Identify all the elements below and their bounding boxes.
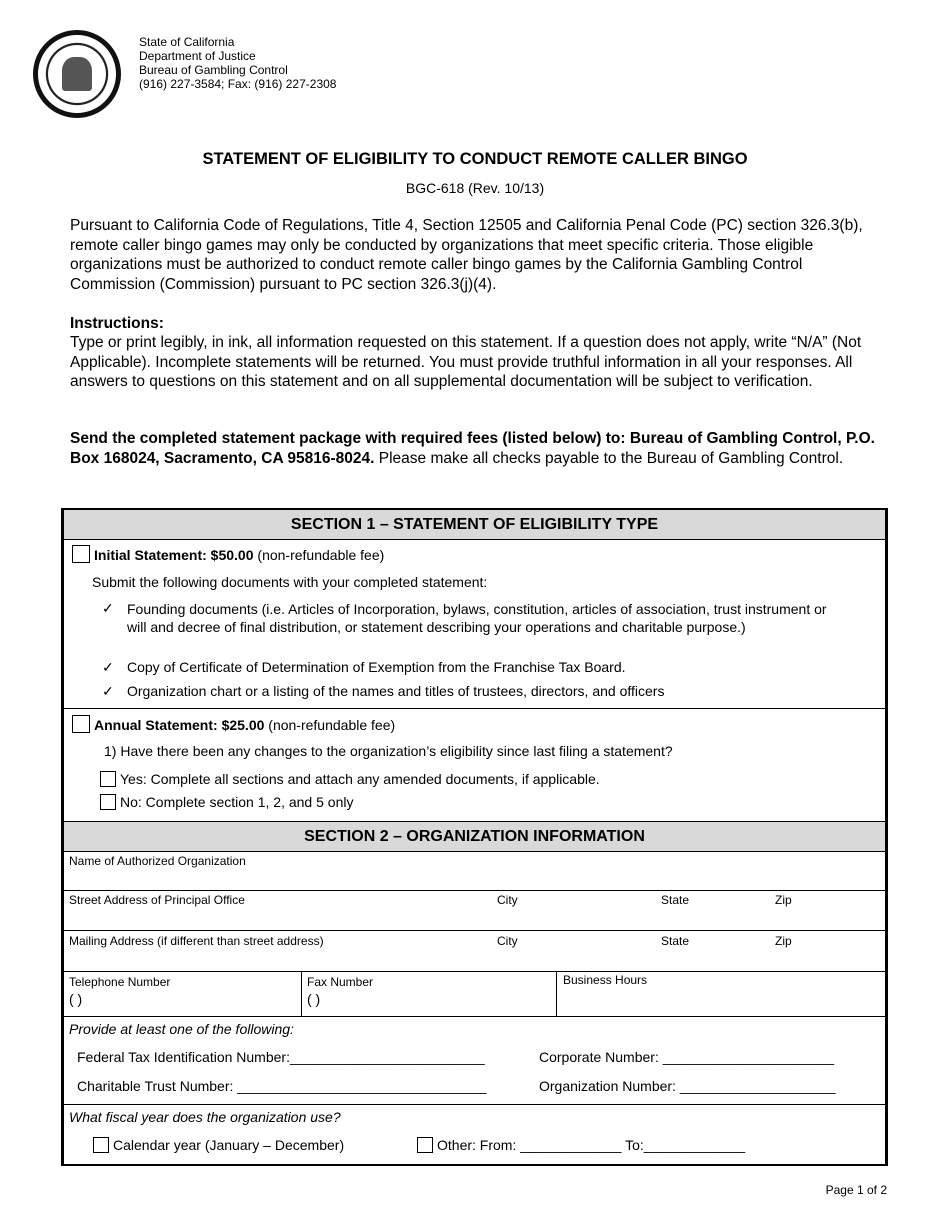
mailing-address-field[interactable]: Mailing Address (if different than street address) bbox=[69, 934, 324, 948]
page-title: STATEMENT OF ELIGIBILITY TO CONDUCT REMOTE CALLER BINGO bbox=[202, 150, 748, 168]
divider bbox=[64, 971, 885, 972]
attorney-general-seal bbox=[33, 30, 121, 118]
street-state-field[interactable]: State bbox=[661, 893, 690, 907]
no-option[interactable] bbox=[100, 794, 353, 810]
required-doc-item: Organization chart or a listing of the names and titles of trustees, directors, and officers bbox=[127, 683, 665, 699]
fiscal-year-question: What fiscal year does the organization use? bbox=[69, 1109, 341, 1125]
yes-label: Yes: Complete all sections and attach any amended documents, if applicable. bbox=[120, 771, 600, 787]
check-icon: ✓ bbox=[102, 659, 114, 675]
agency-header bbox=[139, 35, 336, 91]
calendar-label: Calendar year (January – December) bbox=[113, 1137, 345, 1153]
form-box bbox=[61, 508, 888, 1166]
required-doc-item: Founding documents (i.e. Articles of Incorporation, bylaws, constitution, articles of association, trust instrument or will and decree of final distribution, or statement describing your operations and charitable purpose.) bbox=[127, 601, 827, 635]
yes-option[interactable] bbox=[100, 771, 600, 787]
org-name-field[interactable]: Name of Authorized Organization bbox=[69, 854, 246, 868]
send-payable: Please make all checks payable to the Bureau of Gambling Control. bbox=[374, 449, 844, 467]
divider bbox=[64, 1016, 885, 1017]
mailing-state-field[interactable]: State bbox=[661, 934, 690, 948]
divider bbox=[301, 971, 302, 1016]
corporate-number-field[interactable]: Corporate Number: ______________________ bbox=[539, 1049, 835, 1065]
section2-header: SECTION 2 – ORGANIZATION INFORMATION bbox=[64, 822, 885, 852]
street-zip-field[interactable]: Zip bbox=[775, 893, 792, 907]
annual-checkbox[interactable] bbox=[72, 715, 90, 733]
street-city-field[interactable]: City bbox=[497, 893, 518, 907]
telephone-field[interactable]: Telephone Number bbox=[69, 975, 171, 989]
yes-checkbox[interactable] bbox=[100, 771, 116, 787]
business-hours-field[interactable]: Business Hours bbox=[563, 973, 648, 987]
send-address: Send the completed statement package with required fees (listed below) to: Bureau of Gambling Control, P.O. Box 168024, Sacramento, CA 95816-8024. bbox=[70, 430, 875, 467]
initial-note: (non-refundable fee) bbox=[253, 547, 385, 563]
send-paragraph bbox=[70, 429, 890, 468]
fax-field[interactable]: Fax Number bbox=[307, 975, 374, 989]
calendar-checkbox[interactable] bbox=[93, 1137, 109, 1153]
annual-statement-option[interactable] bbox=[72, 715, 395, 733]
agency-bureau: Bureau of Gambling Control bbox=[139, 63, 288, 77]
check-icon: ✓ bbox=[102, 683, 114, 699]
section1-header: SECTION 1 – STATEMENT OF ELIGIBILITY TYPE bbox=[64, 510, 885, 540]
mailing-zip-field[interactable]: Zip bbox=[775, 934, 792, 948]
page-number: Page 1 of 2 bbox=[825, 1183, 887, 1197]
mailing-city-field[interactable]: City bbox=[497, 934, 518, 948]
initial-checkbox[interactable] bbox=[72, 545, 90, 563]
agency-phone: (916) 227-3584; Fax: (916) 227-2308 bbox=[139, 77, 337, 91]
check-icon: ✓ bbox=[102, 600, 114, 616]
divider bbox=[64, 1104, 885, 1105]
initial-statement-option[interactable] bbox=[72, 545, 384, 563]
provide-instructions: Provide at least one of the following: bbox=[69, 1021, 294, 1037]
other-checkbox[interactable] bbox=[417, 1137, 433, 1153]
intro-paragraph: Pursuant to California Code of Regulations, Title 4, Section 12505 and California Penal Code (PC) section 326.3(b), remote caller bingo games may only be conducted by organizations that meet specific criteria. Those eligible organizations must be authorized to conduct remote caller bingo games by the California Gambling Control Commission (Commission) pursuant to PC section 326.3(j)(4). bbox=[70, 217, 863, 293]
no-label: No: Complete section 1, 2, and 5 only bbox=[120, 794, 354, 810]
divider bbox=[64, 708, 885, 709]
other-label: Other: From: _____________ To:_____________ bbox=[437, 1137, 745, 1153]
instructions-heading: Instructions: bbox=[70, 315, 164, 332]
instructions-text: Type or print legibly, in ink, all information requested on this statement. If a question does not apply, write “N/A” (Not Applicable). Incomplete statements will be returned. You must provide truthful information in all your responses. All answers to questions on this statement and on all supplemental documentation will be subject to verification. bbox=[70, 334, 862, 390]
fax-area-code[interactable]: ( ) bbox=[307, 991, 321, 1007]
no-checkbox[interactable] bbox=[100, 794, 116, 810]
telephone-area-code[interactable]: ( ) bbox=[69, 991, 83, 1007]
street-address-field[interactable]: Street Address of Principal Office bbox=[69, 893, 245, 907]
submit-instructions: Submit the following documents with your completed statement: bbox=[92, 574, 488, 590]
annual-label: Annual Statement: $25.00 bbox=[94, 717, 265, 733]
calendar-year-option[interactable] bbox=[93, 1137, 344, 1153]
agency-department: Department of Justice bbox=[139, 49, 256, 63]
divider bbox=[556, 971, 557, 1016]
annual-note: (non-refundable fee) bbox=[264, 717, 396, 733]
changes-question: 1) Have there been any changes to the organization’s eligibility since last filing a statement? bbox=[104, 743, 673, 759]
initial-label: Initial Statement: $50.00 bbox=[94, 547, 254, 563]
other-fiscal-option[interactable] bbox=[417, 1137, 745, 1153]
required-doc-item: Copy of Certificate of Determination of Exemption from the Franchise Tax Board. bbox=[127, 659, 626, 675]
federal-tax-id-field[interactable]: Federal Tax Identification Number:_________________________ bbox=[77, 1049, 485, 1065]
charitable-trust-field[interactable]: Charitable Trust Number: ________________________________ bbox=[77, 1078, 487, 1094]
divider bbox=[64, 930, 885, 931]
organization-number-field[interactable]: Organization Number: ____________________ bbox=[539, 1078, 836, 1094]
divider bbox=[64, 890, 885, 891]
form-code: BGC-618 (Rev. 10/13) bbox=[405, 180, 545, 196]
agency-state: State of California bbox=[139, 35, 235, 49]
